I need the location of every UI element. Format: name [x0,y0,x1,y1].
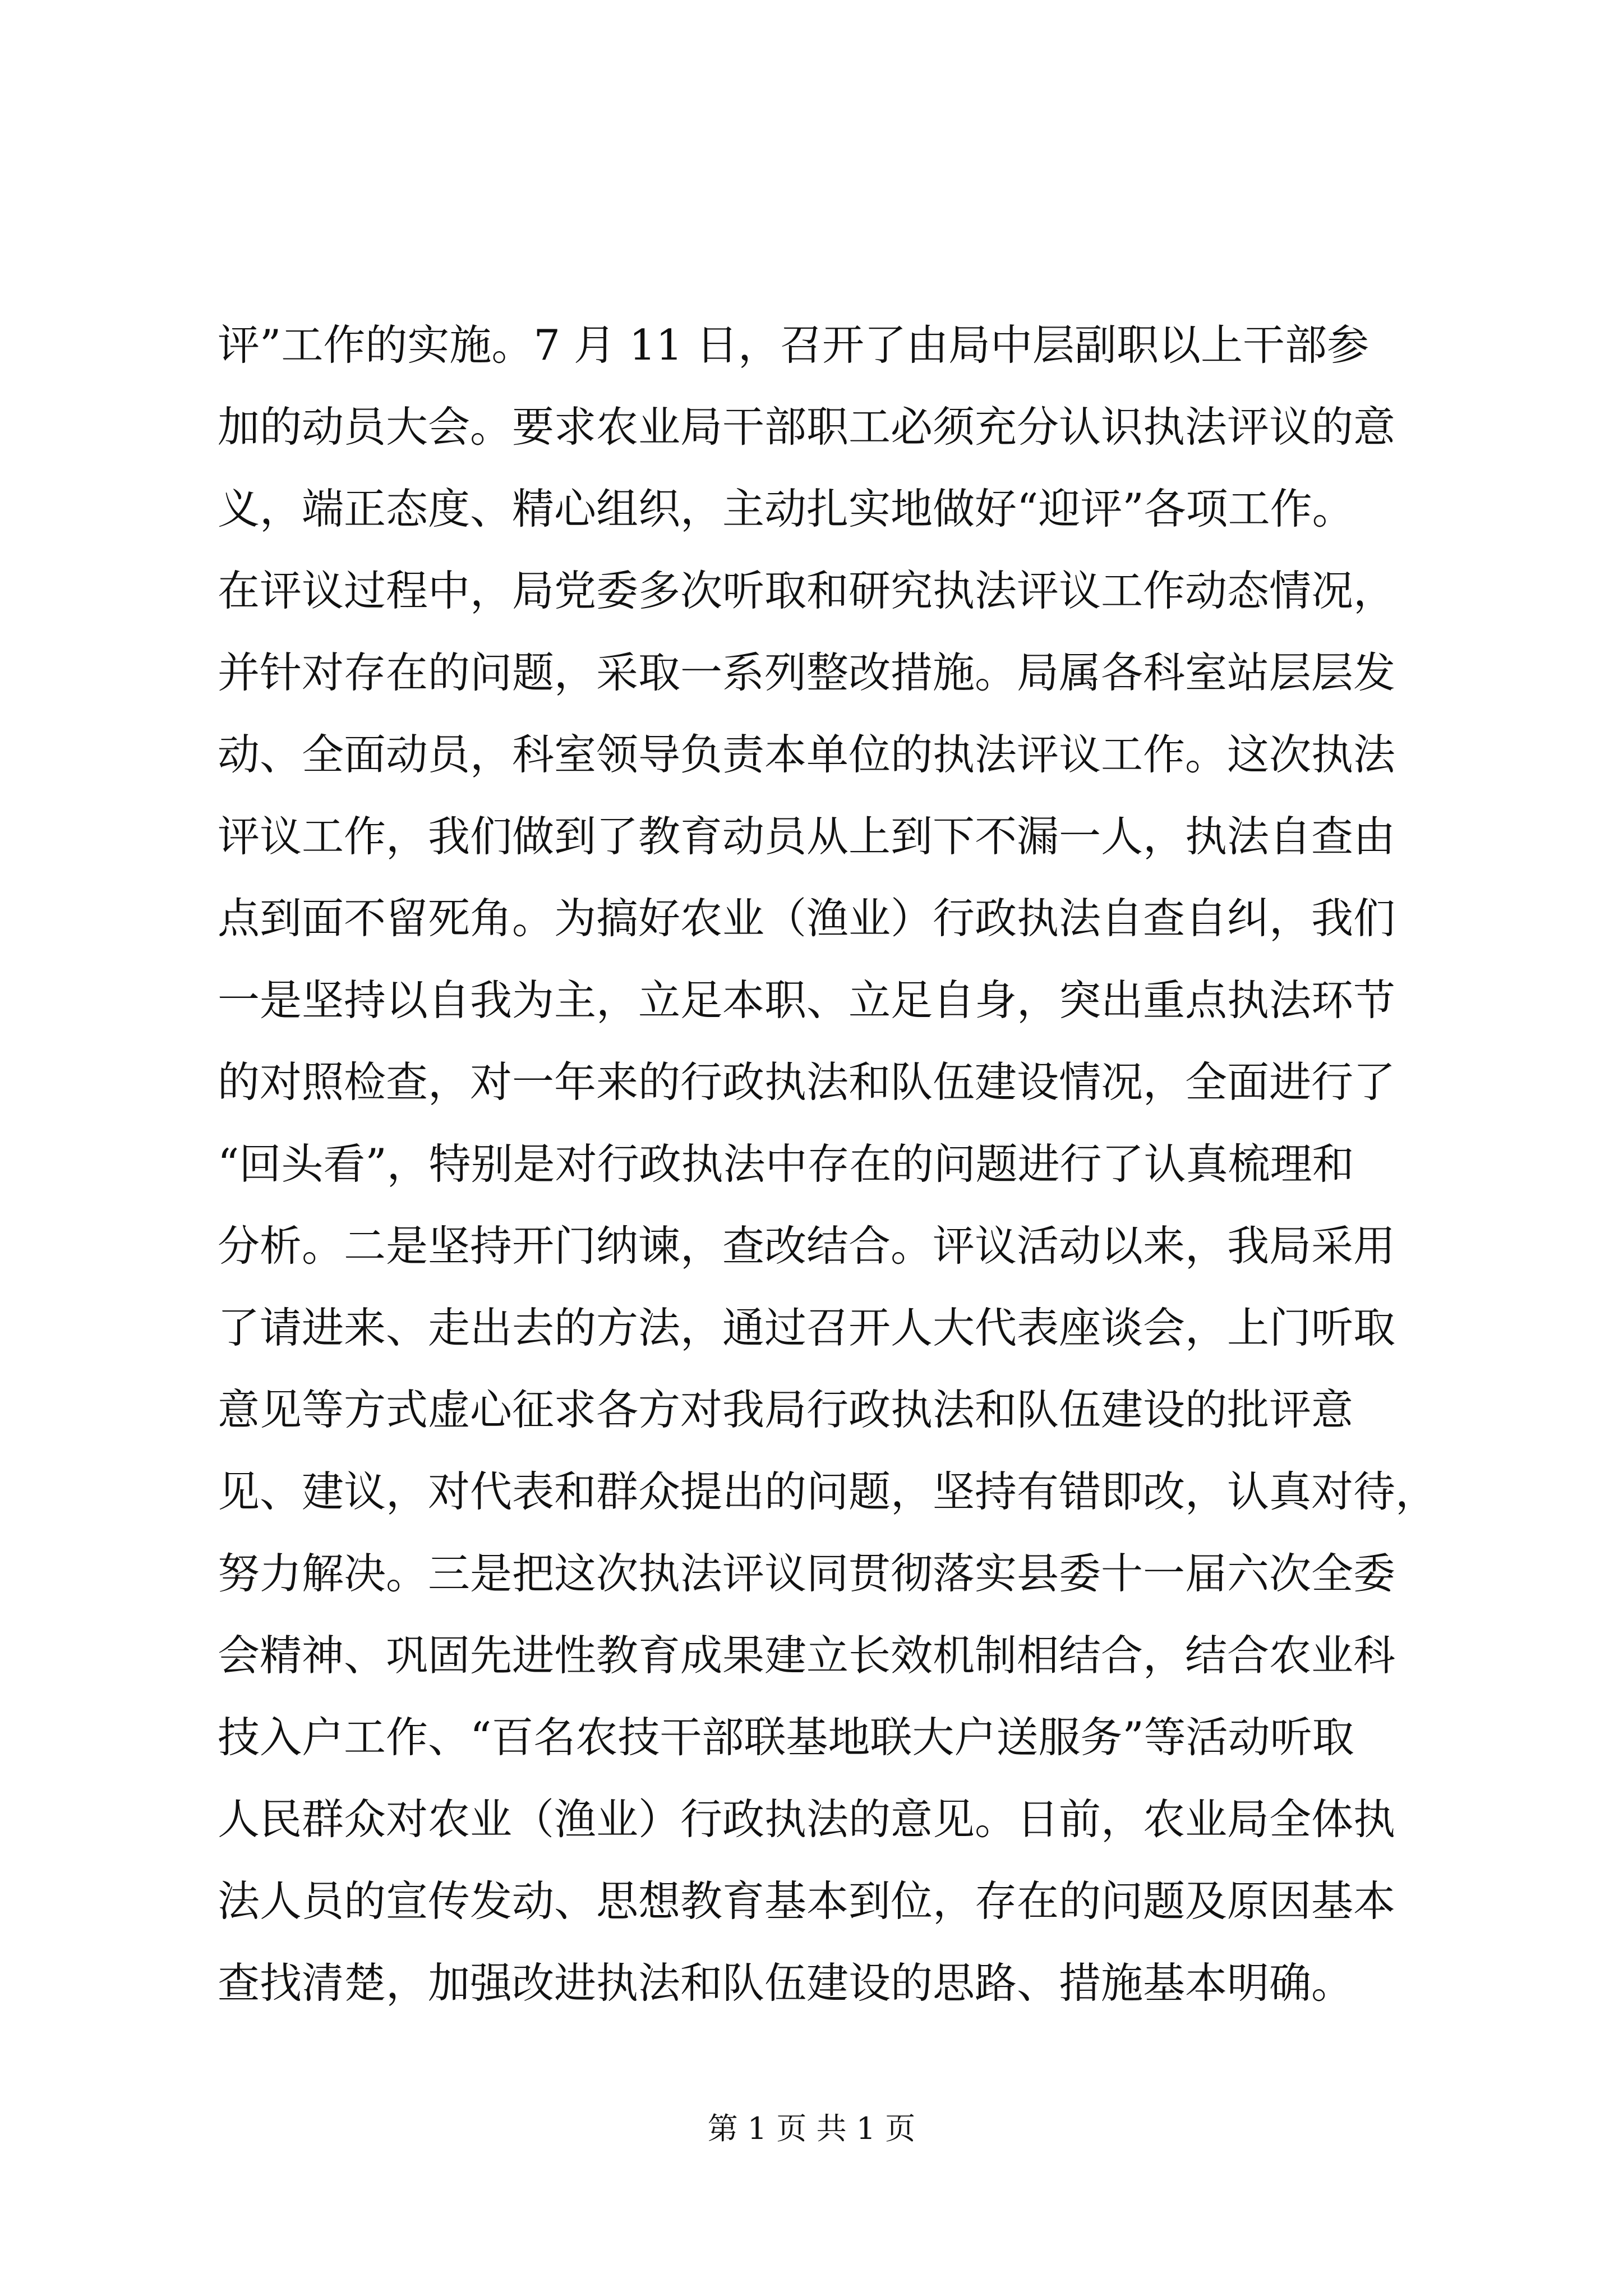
text-line: 意见等方式虚心征求各方对我局行政执法和队伍建设的批评意 [218,1385,1354,1434]
page-footer: 第 1 页 共 1 页 [707,2111,916,2146]
text-line: 分析。二是坚持开门纳谏，查改结合。评议活动以来，我局采用 [218,1221,1396,1271]
text-line: 评”工作的实施。7 月 11 日，召开了由局中层副职以上干部参 [218,320,1370,370]
text-line: “回头看”，特别是对行政执法中存在的问题进行了认真梳理和 [218,1139,1354,1189]
text-line: 义，端正态度、精心组织，主动扎实地做好“迎评”各项工作。 [218,484,1354,533]
text-line: 技入户工作、“百名农技干部联基地联大户送服务”等活动听取 [218,1713,1354,1762]
text-line: 并针对存在的问题，采取一系列整改措施。局属各科室站层层发 [218,648,1396,697]
text-line: 会精神、巩固先进性教育成果建立长效机制相结合，结合农业科 [218,1631,1396,1680]
text-line: 法人员的宣传发动、思想教育基本到位，存在的问题及原因基本 [218,1876,1396,1926]
text-line: 一是坚持以自我为主，立足本职、立足自身，突出重点执法环节 [218,976,1396,1025]
text-line: 人民群众对农业（渔业）行政执法的意见。日前，农业局全体执 [218,1795,1396,1844]
body-text [218,304,1438,2024]
text-line: 动、全面动员，科室领导负责本单位的执法评议工作。这次执法 [218,730,1396,779]
text-line: 在评议过程中，局党委多次听取和研究执法评议工作动态情况， [218,566,1396,615]
text-line: 查找清楚，加强改进执法和队伍建设的思路、措施基本明确。 [218,1958,1354,2008]
text-line: 努力解决。三是把这次执法评议同贯彻落实县委十一届六次全委 [218,1549,1396,1598]
text-line: 了请进来、走出去的方法，通过召开人大代表座谈会，上门听取 [218,1303,1396,1352]
text-line: 见、建议，对代表和群众提出的问题，坚持有错即改，认真对待， [218,1467,1438,1516]
text-line: 评议工作，我们做到了教育动员从上到下不漏一人，执法自查由 [218,812,1396,861]
text-line: 点到面不留死角。为搞好农业（渔业）行政执法自查自纠，我们 [218,894,1396,943]
text-line: 加的动员大会。要求农业局干部职工必须充分认识执法评议的意 [218,402,1396,452]
text-line: 的对照检查，对一年来的行政执法和队伍建设情况，全面进行了 [218,1057,1396,1107]
